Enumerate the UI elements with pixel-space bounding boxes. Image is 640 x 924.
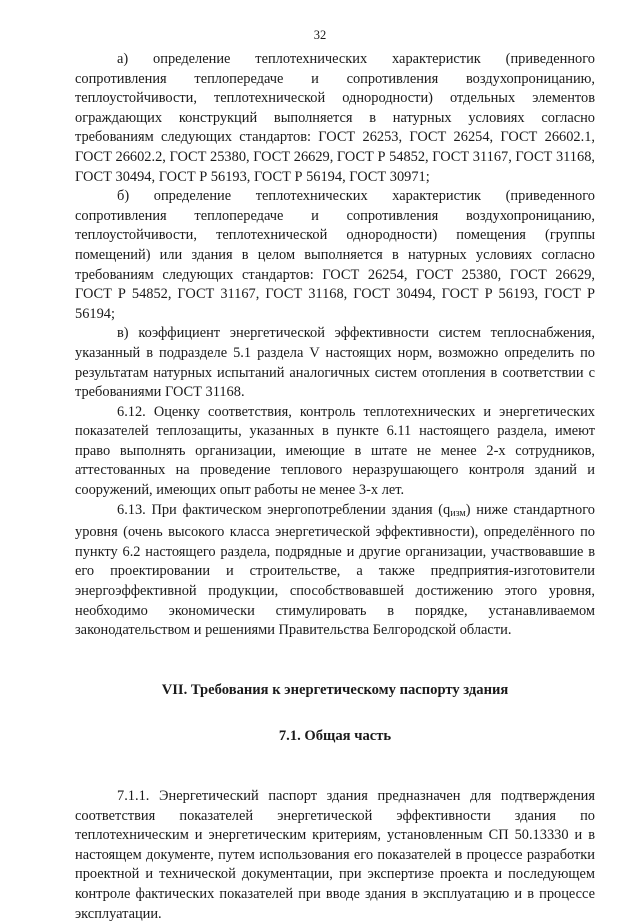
paragraph-6-13-end: ) ниже стандартного уровня (очень высокого класса энергетической эффективности), определённого по пункту 6.2 настоящего раздела, подрядные и другие организации, участвовавшие в его проектировании и строительстве, а также предприятия-изготовители энергоэффективной продукции, способствовавшей достижению этого уровня, необходимо экономически стимулировать в порядке, устанавливаемом законодательством и решениями Правительства Белгородской области. [75, 501, 595, 639]
paragraph-6-13-start: 6.13. При фактическом энергопотреблении здания (q [117, 501, 451, 518]
paragraph-v: в) коэффициент энергетической эффективности систем теплоснабжения, указанный в подразделе 5.1 раздела V настоящих норм, возможно определить по результатам натурных испытаний аналогичных систем отопления в соответствии с требованиями ГОСТ 31168. [75, 325, 595, 401]
paragraph-a: а) определение теплотехнических характеристик (приведенного сопротивления теплопередаче и сопротивления воздухопроницанию, теплоустойчивости, теплотехнической однородности) отдельных элементов ограждающих конструкций выполняется в натурных условиях согласно требованиям следующих стандартов: ГОСТ 26253, ГОСТ 26254, ГОСТ 26602.1, ГОСТ 26602.2, ГОСТ 25380, ГОСТ 26629, ГОСТ Р 54852, ГОСТ 31167, ГОСТ 31168, ГОСТ 30494, ГОСТ Р 56193, ГОСТ Р 56194, ГОСТ 30971; [75, 51, 595, 185]
page-number: 32 [313, 28, 327, 42]
paragraph-b: б) определение теплотехнических характеристик (приведенного сопротивления теплопередаче и сопротивления воздухопроницанию, теплоустойчивости, теплотехнической однородности) помещения (группы помещений) или здания в целом выполняется в натурных условиях согласно требованиям следующих стандартов: ГОСТ 26254, ГОСТ 25380, ГОСТ 26629, ГОСТ Р 54852, ГОСТ 31167, ГОСТ 31168, ГОСТ 30494, ГОСТ Р 56193, ГОСТ Р 56194; [75, 188, 595, 322]
paragraph-7-1-1: 7.1.1. Энергетический паспорт здания предназначен для подтверждения соответствия показателей энергетической эффективности здания по теплотехническим и энергетическим критериям, установленным СП 50.13330 и в настоящем документе, путем использования его показателей в процессе разработки проектной и технической документации, при экспертизе проекта и последующем контроле фактических показателей при вводе здания в эксплуатацию и в процессе эксплуатации. [75, 788, 595, 922]
subsection-title: 7.1. Общая часть [278, 728, 392, 745]
document-body [75, 50, 595, 924]
paragraph-6-13 [75, 501, 595, 641]
q-subscript: изм [450, 507, 466, 519]
paragraph-6-12: 6.12. Оценку соответствия, контроль теплотехнических и энергетических показателей теплозащиты, указанных в пункте 6.11 настоящего раздела, имеют право выполнять организации, имеющие в штате не менее 2-х сотрудников, аттестованных на проведение теплового неразрушающего контроля зданий и сооружений, имеющих опыт работы не менее 3-х лет. [75, 403, 595, 499]
section-title: VII. Требования к энергетическому паспорту здания [161, 681, 509, 698]
